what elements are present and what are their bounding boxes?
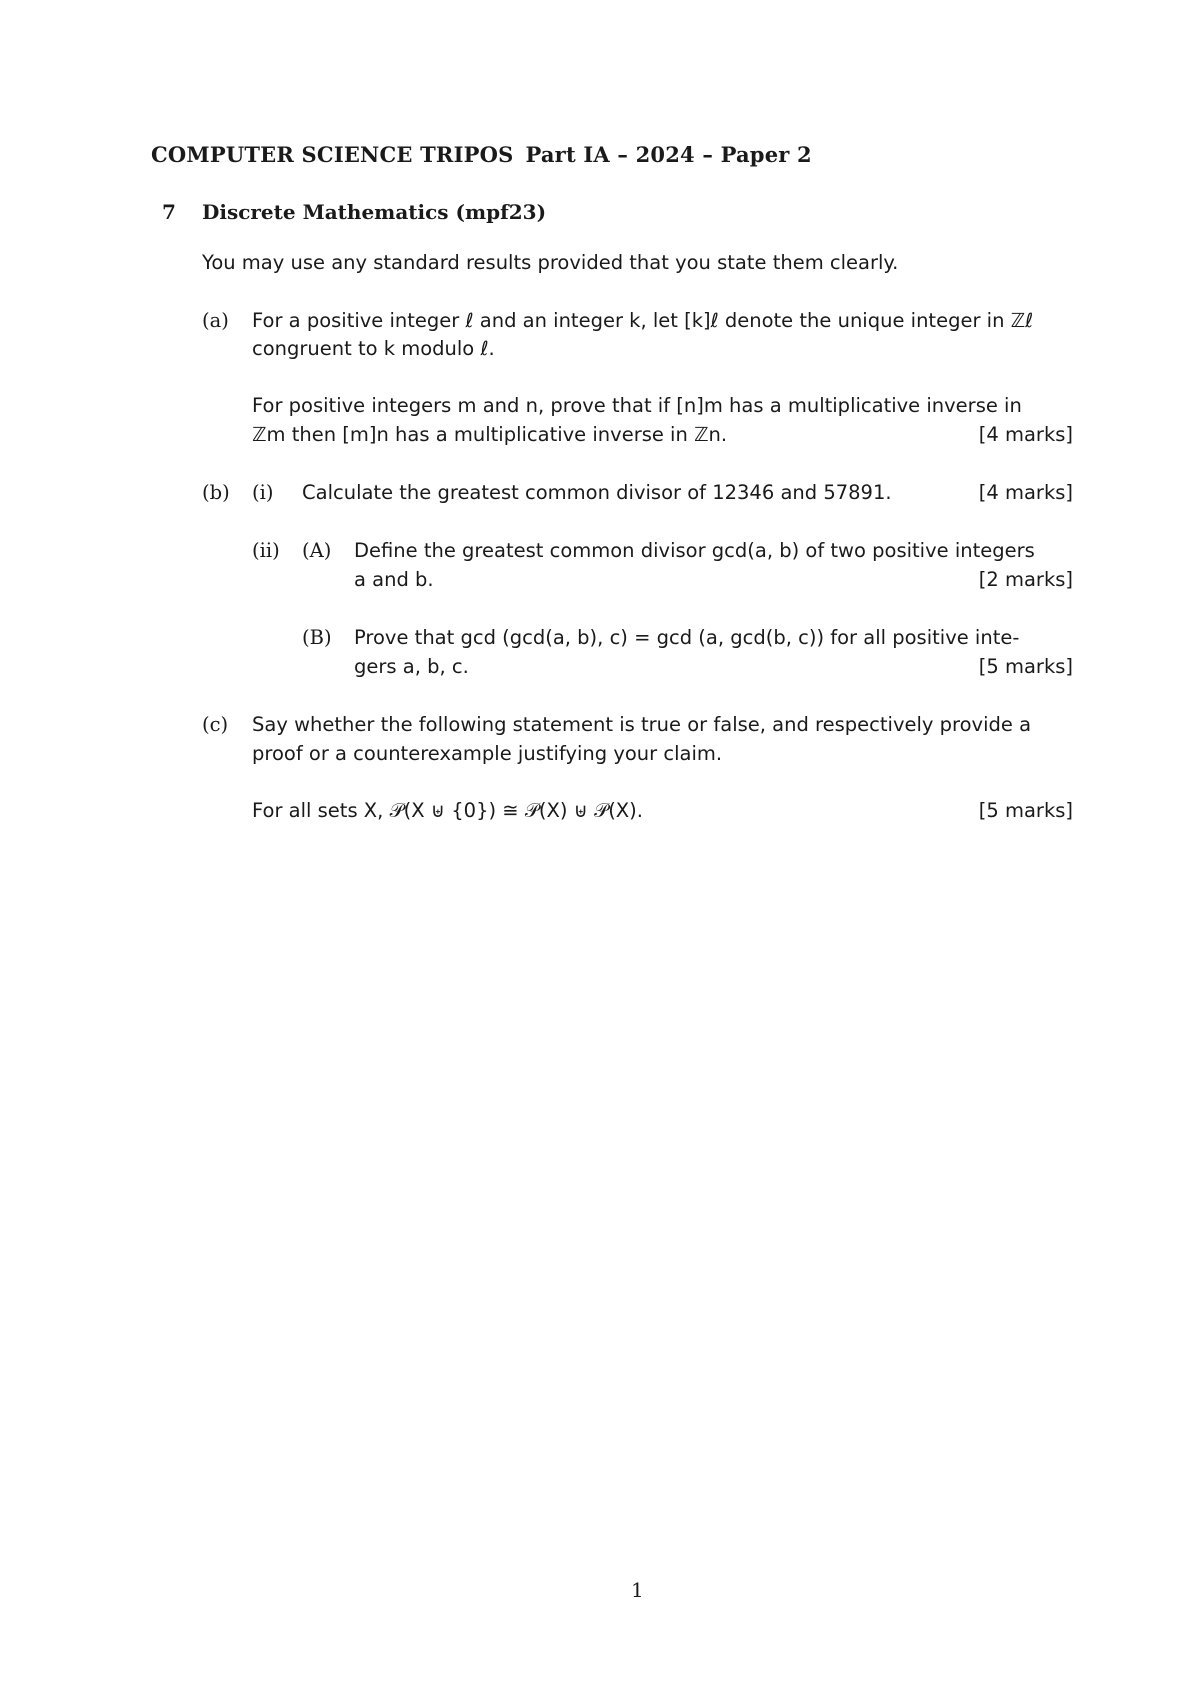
paper-header [151, 142, 812, 167]
part-a-marks: [4 marks] [978, 423, 1073, 446]
part-c-line-1: Say whether the following statement is true or false, and respectively provide a [252, 713, 1032, 736]
part-b-label: (b) [202, 481, 230, 504]
question-topic: Discrete Mathematics (mpf23) [202, 200, 547, 224]
part-c-line-2: proof or a counterexample justifying your claim. [252, 742, 723, 765]
question-number: 7 [162, 200, 176, 224]
part-a-line-1: For a positive integer ℓ and an integer k, let [k]ℓ denote the unique integer in ℤℓ [252, 309, 1034, 332]
question-intro: You may use any standard results provided that you state them clearly. [202, 251, 899, 274]
question-title [162, 200, 546, 224]
part-b-ii-b-line-2: gers a, b, c. [354, 655, 469, 678]
page-number: 1 [631, 1578, 644, 1602]
part-a-label: (a) [202, 309, 229, 332]
tripos-title: COMPUTER SCIENCE TRIPOS [151, 142, 514, 167]
part-b-ii-label: (ii) [252, 539, 280, 562]
part-a-line-2: congruent to k modulo ℓ. [252, 337, 495, 360]
part-b-i-marks: [4 marks] [978, 481, 1073, 504]
part-b-ii-b-marks: [5 marks] [978, 655, 1073, 678]
part-year-paper: Part IA – 2024 – Paper 2 [525, 142, 812, 167]
part-b-ii-a-line-1: Define the greatest common divisor gcd(a, b) of two positive integers [354, 539, 1035, 562]
part-c-marks: [5 marks] [978, 799, 1073, 822]
part-b-i-text: Calculate the greatest common divisor of 12346 and 57891. [302, 481, 892, 504]
part-b-ii-a-label: (A) [302, 539, 332, 562]
part-c-label: (c) [202, 713, 229, 736]
part-b-ii-a-marks: [2 marks] [978, 568, 1073, 591]
part-b-ii-b-label: (B) [302, 626, 332, 649]
part-a-line-4: ℤm then [m]n has a multiplicative inverse in ℤn. [252, 423, 728, 446]
part-b-ii-b-line-1: Prove that gcd (gcd(a, b), c) = gcd (a, gcd(b, c)) for all positive inte- [354, 626, 1020, 649]
part-c-line-3: For all sets X, 𝒫(X ⊎ {0}) ≅ 𝒫(X) ⊎ 𝒫(X). [252, 799, 643, 822]
part-b-i-label: (i) [252, 481, 274, 504]
part-b-ii-a-line-2: a and b. [354, 568, 434, 591]
part-a-line-3: For positive integers m and n, prove that if [n]m has a multiplicative inverse in [252, 394, 1022, 417]
